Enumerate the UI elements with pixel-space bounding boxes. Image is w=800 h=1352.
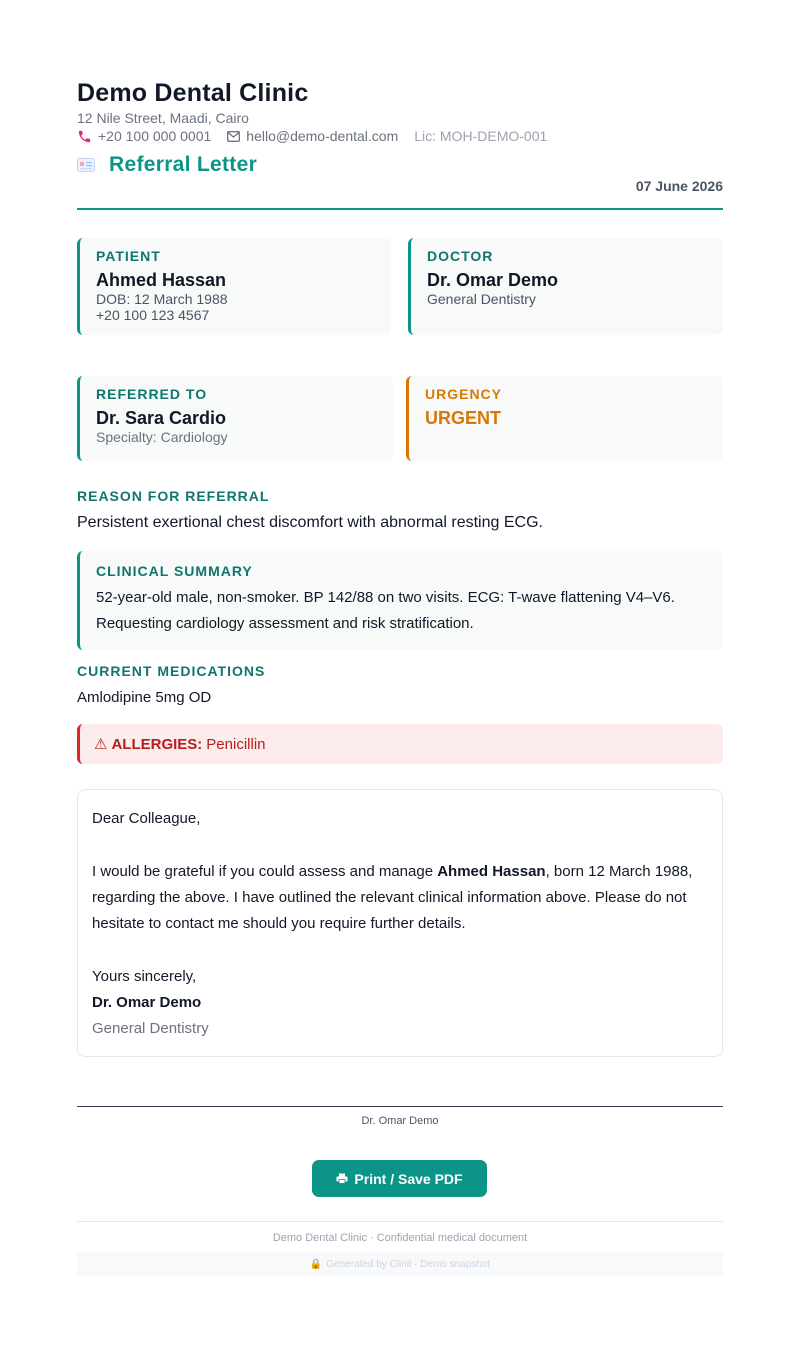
doctor-specialty: General Dentistry bbox=[427, 291, 536, 307]
reason-label: REASON FOR REFERRAL bbox=[77, 488, 270, 504]
allergy-value: Penicillin bbox=[206, 735, 266, 753]
reason-text: Persistent exertional chest discomfort with abnormal resting ECG. bbox=[77, 514, 543, 531]
clinical-summary-line-2: Requesting cardiology assessment and risk stratification. bbox=[96, 615, 474, 632]
phone-icon bbox=[77, 129, 92, 144]
letter-paragraph-line-2: regarding the above. I have outlined the relevant clinical information above. Please do not bbox=[92, 889, 687, 906]
print-save-pdf-button[interactable] bbox=[312, 1160, 487, 1197]
patient-card bbox=[77, 238, 391, 335]
urgency-label: URGENCY bbox=[425, 386, 503, 402]
doctor-name: Dr. Omar Demo bbox=[427, 270, 559, 290]
clinic-phone-text: +20 100 000 0001 bbox=[98, 128, 212, 144]
letter-closing: Yours sincerely, bbox=[92, 968, 197, 985]
signature-line-name: Dr. Omar Demo bbox=[361, 1115, 439, 1127]
urgency-card bbox=[406, 376, 723, 461]
referred-to-specialty: Specialty: Cardiology bbox=[96, 429, 228, 445]
letter-signature-specialty: General Dentistry bbox=[92, 1020, 209, 1037]
medications-text: Amlodipine 5mg OD bbox=[77, 689, 212, 706]
patient-label: PATIENT bbox=[96, 248, 161, 264]
patient-phone: +20 100 123 4567 bbox=[96, 307, 210, 323]
patient-name: Ahmed Hassan bbox=[96, 270, 227, 290]
signature-line bbox=[77, 1106, 723, 1107]
doctor-label: DOCTOR bbox=[427, 248, 494, 264]
letter-paragraph-line-3: hesitate to contact me should you require further details. bbox=[92, 915, 466, 932]
allergy-alert bbox=[77, 724, 723, 764]
clinic-phone bbox=[77, 128, 211, 144]
allergy-label: ALLERGIES: bbox=[111, 735, 203, 753]
patient-dob: DOB: 12 March 1988 bbox=[96, 291, 228, 307]
document-date: 07 June 2026 bbox=[635, 178, 723, 194]
footer-text: Demo Dental Clinic · Confidential medical document bbox=[272, 1232, 528, 1244]
clinic-address: 12 Nile Street, Maadi, Cairo bbox=[77, 110, 249, 126]
doctor-card bbox=[408, 238, 723, 335]
medications-label: CURRENT MEDICATIONS bbox=[77, 663, 266, 679]
referred-to-card bbox=[77, 376, 393, 461]
letter-greeting: Dear Colleague, bbox=[92, 810, 201, 827]
generated-by-text: Generated by Clinil · Demo snapshot bbox=[326, 1258, 491, 1270]
clinical-summary-text bbox=[96, 585, 707, 637]
clinic-contact-row bbox=[77, 128, 563, 144]
clinic-name: Demo Dental Clinic bbox=[77, 79, 309, 107]
clinic-license: Lic: MOH-DEMO-001 bbox=[414, 128, 548, 144]
document-title-row bbox=[77, 153, 257, 177]
footer-divider bbox=[77, 1221, 723, 1222]
clinical-summary-label: CLINICAL SUMMARY bbox=[96, 563, 253, 579]
printer-icon bbox=[336, 1173, 348, 1184]
envelope-icon bbox=[227, 131, 240, 142]
referred-to-label: REFERRED TO bbox=[96, 386, 208, 402]
generated-by-bar bbox=[77, 1252, 723, 1276]
letter-body bbox=[77, 789, 723, 1057]
clinical-summary-line-1: 52-year-old male, non-smoker. BP 142/88 on two visits. ECG: T-wave flattening V4–V6. bbox=[96, 589, 675, 606]
document-title: Referral Letter bbox=[109, 153, 258, 176]
warning-icon: ⚠ bbox=[94, 736, 108, 753]
id-card-icon bbox=[77, 158, 95, 172]
letter-paragraph-line-1: I would be grateful if you could assess and manage Ahmed Hassan, born 12 March 1988, bbox=[92, 863, 693, 880]
letter-patient-name: Ahmed Hassan bbox=[437, 863, 546, 880]
urgency-value: URGENT bbox=[425, 408, 501, 428]
print-save-pdf-label: Print / Save PDF bbox=[354, 1170, 463, 1187]
header-divider bbox=[77, 208, 723, 210]
clinic-email bbox=[227, 128, 398, 144]
clinic-email-text: hello@demo-dental.com bbox=[246, 128, 399, 144]
referred-to-name: Dr. Sara Cardio bbox=[96, 408, 227, 428]
clinical-summary-card bbox=[77, 551, 723, 650]
lock-icon: 🔒 bbox=[309, 1258, 323, 1270]
letter-signature-name: Dr. Omar Demo bbox=[92, 994, 202, 1011]
